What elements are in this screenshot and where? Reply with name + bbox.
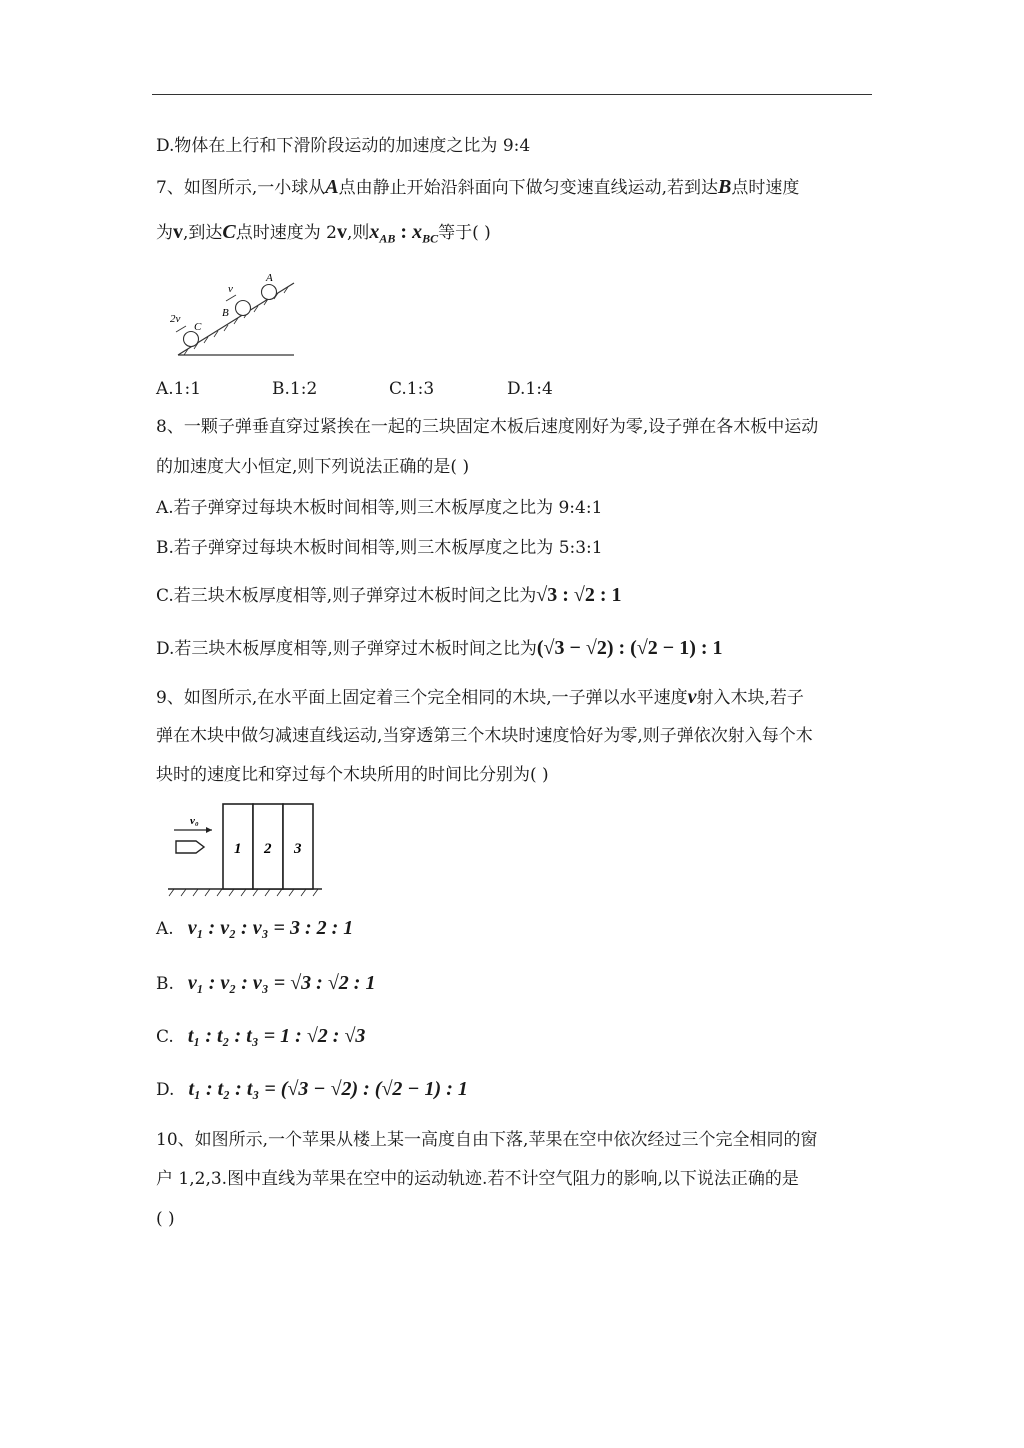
q6-option-d: D.物体在上行和下滑阶段运动的加速度之比为 9:4 (156, 136, 531, 156)
label-2v: 2v (170, 313, 181, 325)
q7-stem-line1: 7、如图所示,一小球从A点由静止开始沿斜面向下做匀变速直线运动,若到达B点时速度 (156, 176, 800, 198)
q8-stem-line2: 的加速度大小恒定,则下列说法正确的是( ) (156, 457, 470, 477)
q9-option-d: D. t₁ : t₂ : t₃ = (√3 − √2) : (√2 − 1) : 1 (156, 1078, 468, 1100)
ball-a (262, 285, 277, 300)
q8-option-b: B.若子弹穿过每块木板时间相等,则三木板厚度之比为 5:3:1 (156, 538, 603, 558)
q10-stem-line2: 户 1,2,3.图中直线为苹果在空中的运动轨迹.若不计空气阻力的影响,以下说法正确的是 (156, 1169, 799, 1189)
blocks-figure (164, 800, 326, 898)
q9-option-c: C. t₁ : t₂ : t₃ = 1 : √2 : √3 (156, 1025, 366, 1047)
ball-c (184, 332, 199, 347)
label-a: A (266, 272, 273, 284)
q10-stem-line3: ( ) (156, 1209, 175, 1229)
q7-option-b: B.1:2 (272, 379, 318, 399)
q8-option-c: C.若三块木板厚度相等,则子弹穿过木板时间之比为√3 : √2 : 1 (156, 584, 622, 606)
bullet-icon (176, 841, 204, 853)
block-3-label: 3 (294, 841, 302, 857)
label-b: B (222, 307, 229, 319)
arrow-v-icon (226, 295, 236, 301)
q7-option-c: C.1:3 (389, 379, 435, 399)
label-v0: v₀ (190, 815, 199, 827)
q8-stem-line1: 8、一颗子弹垂直穿过紧挨在一起的三块固定木板后速度刚好为零,设子弹在各木板中运动 (156, 417, 819, 437)
q9-stem-line1: 9、如图所示,在水平面上固定着三个完全相同的木块,一子弹以水平速度v射入木块,若子 (156, 686, 804, 708)
q8-option-d: D.若三块木板厚度相等,则子弹穿过木板时间之比为(√3 − √2) : (√2 − 1) : 1 (156, 637, 723, 659)
q9-stem-line3: 块时的速度比和穿过每个木块所用的时间比分别为( ) (156, 765, 549, 785)
q8-option-a: A.若子弹穿过每块木板时间相等,则三木板厚度之比为 9:4:1 (156, 498, 603, 518)
header-rule (152, 94, 872, 95)
arrow-2v-icon (176, 326, 186, 332)
q9-option-b: B. v₁ : v₂ : v₃ = √3 : √2 : 1 (156, 972, 376, 994)
label-c: C (194, 321, 202, 333)
incline-figure (164, 268, 300, 360)
q7-option-d: D.1:4 (507, 379, 553, 399)
q9-stem-line2: 弹在木块中做匀减速直线运动,当穿透第三个木块时速度恰好为零,则子弹依次射入每个木 (156, 726, 813, 746)
q9-option-a: A. v₁ : v₂ : v₃ = 3 : 2 : 1 (156, 917, 354, 939)
block-1-label: 1 (234, 841, 242, 857)
block-2-label: 2 (264, 841, 272, 857)
q7-stem-line2: 为v,到达C点时速度为 2v,则$x_{AB}$ : $x_{BC}$等于( ) (156, 221, 491, 246)
q7-option-a: A.1:1 (156, 379, 202, 399)
label-v: v (228, 283, 233, 295)
q10-stem-line1: 10、如图所示,一个苹果从楼上某一高度自由下落,苹果在空中依次经过三个完全相同的窗 (156, 1130, 818, 1150)
ball-b (236, 301, 251, 316)
q7-options (156, 377, 553, 401)
